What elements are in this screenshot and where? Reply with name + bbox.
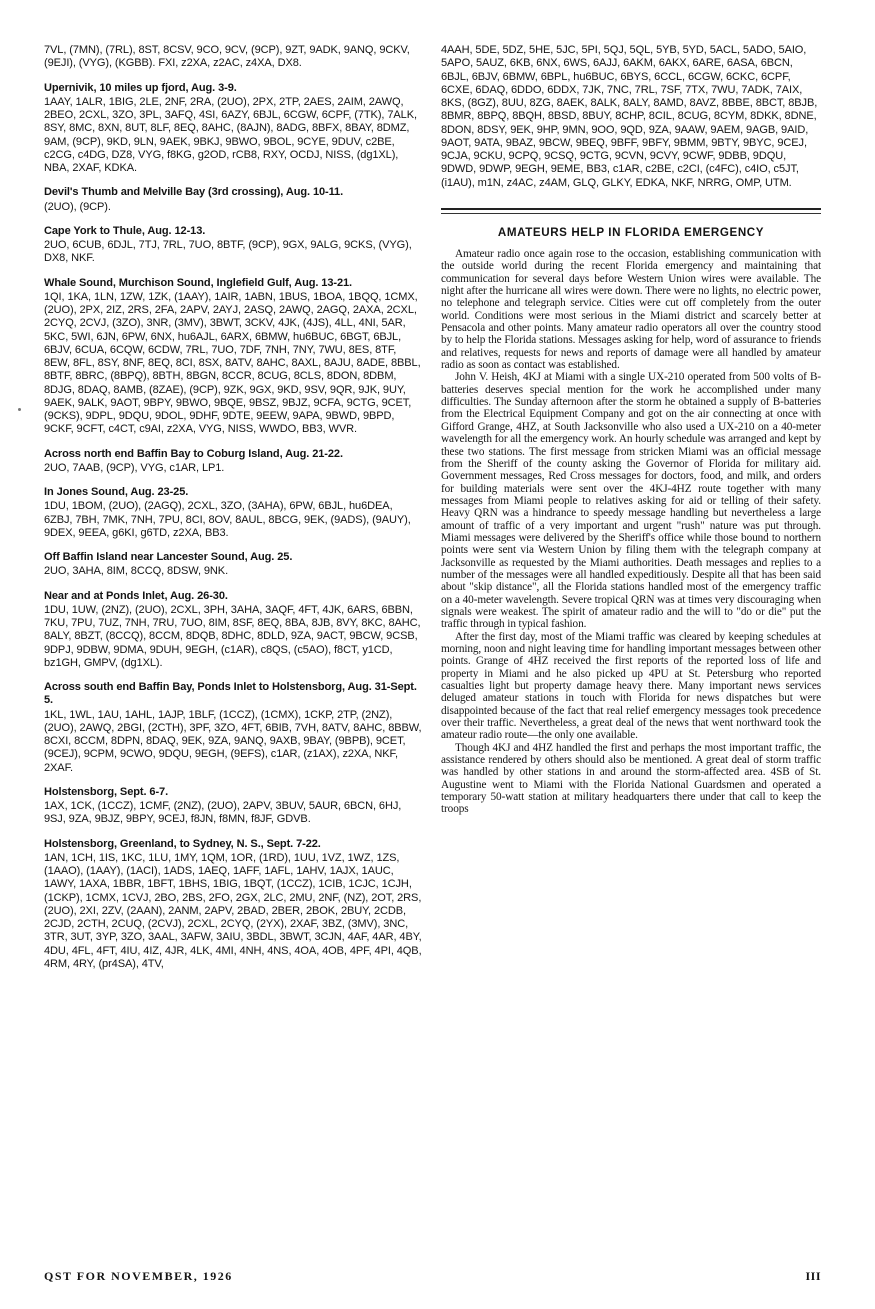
callsign-list: 2UO, 6CUB, 6DJL, 7TJ, 7RL, 7UO, 8BTF, (9CP), 9GX, 9ALG, 9CKS, (VYG), DX8, NKF. [44, 239, 412, 265]
callsign-list: 1DU, 1BOM, (2UO), (2AGQ), 2CXL, 3ZO, (3AHA), 6PW, 6BJL, hu6DEA, 6ZBJ, 7BH, 7MK, 7NH, 7PU, 8CI, 8OV, 8AUL, 8BCG, 9EK, (9ADS), (9AUY), 9DEX, 9EEA, g6KI, g6TD, z2XA, BB3. [44, 500, 411, 539]
page-number: III [805, 1269, 821, 1283]
callsign-list: 1KL, 1WL, 1AU, 1AHL, 1AJP, 1BLF, (1CCZ), (1CMX), 1CKP, 2TP, (2NZ), (2UO), 2AWQ, 2BGI, (2CTH), 3PF, 3ZO, 4FT, 6BIB, 7VH, 8ATV, 8AHC, 8BBW, 8CXI, 8CCM, 8DPN, 8DAQ, 9EK, 9ZA, 9ANQ, 9AXB, 9BAY, (9BPB), 9CET, (9CEJ), 9CPM, 9CWO, 9DQU, 9EGH, (9EFS), c1AR, (z1AX), z2XA, NKF, 2XAF. [44, 708, 422, 774]
log-section [44, 786, 422, 827]
log-section [44, 225, 422, 266]
footer-publication: QST FOR NOVEMBER, 1926 [44, 1269, 233, 1283]
callsign-list: 1DU, 1UW, (2NZ), (2UO), 2CXL, 3PH, 3AHA, 3AQF, 4FT, 4JK, 6ARS, 6BBN, 7KU, 7PU, 7UZ, 7NH, 7RU, 7UO, 8IM, 8SF, 8EQ, 8BA, 8JB, 8VY, 8KC, 8AHC, 8ALY, 8BZT, (8CCQ), 8CCM, 8DQB, 8DHC, 8DLD, 9ZA, 9ACT, 9BCW, 9CSB, 9DPJ, 9DBW, 9DMA, 9DUH, 9EGH, (c1AR), c8QS, (c5AO), f8CT, y1CD, bz1GH, GMPV, (dg1XL). [44, 603, 421, 669]
section-heading: Across south end Baffin Bay, Ponds Inlet to Holstensborg, Aug. 31-Sept. 5. [44, 681, 417, 707]
section-heading: Across north end Baffin Bay to Coburg Island, Aug. 21-22. [44, 447, 343, 460]
log-section [44, 681, 422, 775]
section-heading: Off Baffin Island near Lancester Sound, Aug. 25. [44, 551, 293, 563]
log-section [44, 82, 422, 176]
section-heading: Devil's Thumb and Melville Bay (3rd crossing), Aug. 10-11. [44, 186, 344, 199]
section-heading: Near and at Ponds Inlet, Aug. 26-30. [44, 589, 228, 602]
article-paragraph: Amateur radio once again rose to the occasion, establishing communication with the outside world during the recent Florida emergency and maintaining that communication for several days before Western Union wires were available. The night after the hurricane all wires were down. There were no lights, no electric power, no telephone and telegraph service. Cities were cut off completely from the outer world. Conditions were most serious in the Miami district and scarcely better at Pensacola and other points. Many amateur radio operators all over the country stood by to help the Florida stations. Messages asking for help, word of assurance to friends and relatives, requests for news and reports of damage were all handled by amateur radio as soon as contact was established. [441, 248, 821, 372]
callsign-list-continuation: 4AAH, 5DE, 5DZ, 5HE, 5JC, 5PI, 5QJ, 5QL, 5YB, 5YD, 5ACL, 5ADO, 5AIO, 5APO, 5AUZ, 6KB, 6NX, 6WS, 6AJJ, 6AKM, 6AKX, 6ARE, 6ASA, 6BCN, 6BJL, 6BJV, 6BMW, 6BPL, hu6BUC, 6BYS, 6CCL, 6CGW, 6CKC, 6CPF, 6CXE, 6DAQ, 6DDO, 6DDX, 7JK, 7NC, 7RL, 7SF, 7TX, 7WU, 7ADK, 7AIX, 8KS, (8GZ), 8UU, 8ZG, 8AEK, 8ALK, 8ALY, 8AMD, 8AVZ, 8BBE, 8BCT, 8BJB, 8BMR, 8BPQ, 8BQH, 8BSD, 8BUY, 8CHP, 8CIL, 8CUG, 8CYM, 8DKK, 8DNE, 8DON, 8DSY, 9EK, 9HP, 9MN, 9OO, 9QD, 9ZA, 9AAW, 9AEM, 9AGB, 9AID, 9AOT, 9ATA, 9BAZ, 9BCW, 9BEQ, 9BFF, 9BFY, 9BMM, 9BTY, 9BYC, 9CEJ, 9CJA, 9CKU, 9CPQ, 9CSQ, 9CTG, 9CVN, 9CVY, 9CWF, 9DBB, 9DQU, 9DWD, 9DWP, 9EGH, 9EME, BB3, c1AR, c2BE, c2CI, (c4FC), c4IO, c5JT, (i1AU), m1N, z4AC, z4AM, GLQ, GLKY, EDKA, NKF, NRRG, OMP, UTM. [441, 44, 818, 189]
margin-speck [18, 408, 21, 411]
log-section [44, 448, 422, 476]
log-section [44, 551, 422, 579]
section-heading: Whale Sound, Murchison Sound, Inglefield Gulf, Aug. 13-21. [44, 276, 353, 289]
log-section [44, 277, 422, 437]
log-section [44, 186, 422, 214]
callsign-list: 1AX, 1CK, (1CCZ), 1CMF, (2NZ), (2UO), 2APV, 3BUV, 5AUR, 6BCN, 6HJ, 9SJ, 9ZA, 9BJZ, 9BPY, 9CEJ, f8JN, f8MN, f8JF, GDVB. [44, 800, 402, 826]
article-paragraph: Though 4KJ and 4HZ handled the first and perhaps the most important traffic, the assistance rendered by others should also be mentioned. A great deal of storm traffic was handled by other stations in and around the storm-affected area. 4SB of St. Augustine went to Miami with the Florida National Guardsmen and operated a temporary 50-watt station at military headquarters there under that call to keep the troops [441, 741, 821, 816]
right-column [441, 44, 821, 816]
separator-rule-thick [441, 208, 821, 210]
callsign-list: 2UO, 3AHA, 8IM, 8CCQ, 8DSW, 9NK. [44, 565, 229, 578]
callsign-list: (2UO), (9CP). [44, 200, 111, 213]
separator-rule-thin [441, 213, 821, 214]
callsign-list: 1QI, 1KA, 1LN, 1ZW, 1ZK, (1AAY), 1AIR, 1ABN, 1BUS, 1BOA, 1BQQ, 1CMX, (2UO), 2PX, 2IZ, 2RS, 2FA, 2APV, 2AYJ, 2ASQ, 2AWQ, 2AGQ, 2AXA, 2CXL, 2CYQ, 2CVJ, (3ZO), 3NR, (3MV), 3BWT, 3CKV, 4JK, (4JS), 4LL, 4NI, 5AR, 5KC, 5WI, 6JN, 6PW, 6NX, hu6AJL, 6ARX, 6BMW, hu6BUC, 6BGT, 6BJL, 6BJV, 6CUA, 6CQW, 6CDW, 7RL, 7UO, 7DF, 7NH, 7NY, 7WU, 8ES, 8TF, 8EW, 8FL, 8SY, 8NF, 8EQ, 8CI, 8SX, 8ATV, 8AHC, 8AXL, 8AJU, 8ADE, 8BBL, 8BTF, 8BRC, (8BPQ), 8BTH, 8BGN, 8CCR, 8CUG, 8CLS, 8DON, 8DBM, 8DJG, 8DAQ, 8AMB, (8ZAE), (9CP), 9ZK, 9GX, 9KD, 9SV, 9QR, 9JK, 9UY, 9AEK, 9ALK, 9AOT, 9BPY, 9BWO, 9BQE, 9BSZ, 9BJZ, 9CFA, 9CTG, 9CET, (9CKS), 9DPL, 9DQU, 9DOL, 9DHF, 9DTE, 9EEW, 9APA, 9BWD, 9BPD, 9CKF, 9CFT, c4CT, c9AI, z2XA, VYG, NISS, WWDO, BB3, WVR. [44, 290, 421, 436]
section-heading: Upernivik, 10 miles up fjord, Aug. 3-9. [44, 81, 237, 94]
callsign-list: 2UO, 7AAB, (9CP), VYG, c1AR, LP1. [44, 461, 225, 474]
article [441, 226, 821, 816]
log-section [44, 44, 422, 71]
callsign-list: 1AN, 1CH, 1IS, 1KC, 1LU, 1MY, 1QM, 1OR, (1RD), 1UU, 1VZ, 1WZ, 1ZS, (1AAO), (1AAY), (1ACI), 1ADS, 1AEQ, 1AFF, 1AFL, 1AHV, 1AJX, 1AUC, 1AWY, 1AXA, 1BBR, 1BFT, 1BHS, 1BIG, 1BQT, (1CCZ), 1CIB, 1CJC, 1CJH, (1CKP), 1CMX, 1CVJ, 2BO, 2BS, 2FO, 2GX, 2LC, 2MU, 2NF, (NZ), 2OT, 2RS, (2UO), 2XI, 2ZV, (2AAN), 2ANM, 2APV, 2BAD, 2BER, 2BOK, 2BUY, 2CDB, 2CJD, 2CTH, 2CUQ, (2CVJ), 2CXL, 2CYQ, (2YX), 2XAF, 3BZ, (3MV), 3NC, 3TR, 3UT, 3YP, 3ZO, 3AAL, 3AFW, 3AIU, 3BDL, 3BWT, 3CJN, 4AF, 4AR, 4BY, 4DU, 4FL, 4FT, 4IU, 4IZ, 4JR, 4LK, 4MI, 4NH, 4NS, 4OA, 4OB, 4PF, 4PI, 4QB, 4RM, 4RY, (pr4SA), 4TV, [44, 851, 422, 970]
log-section [44, 486, 422, 540]
article-title: AMATEURS HELP IN FLORIDA EMERGENCY [497, 225, 765, 239]
log-section [44, 838, 422, 972]
article-paragraph: John V. Heish, 4KJ at Miami with a single UX-210 operated from 500 volts of B-batteries deserves special mention for the work he accomplished under many difficulties. The Sunday afternoon after the storm he obtained a supply of B-batteries from the Electrical Equipment Company and got on the air connecting at once with Gifford Grange, 4HZ, at South Jacksonville who also used a UX-210 on a 40-meter wavelength for all the emergency work. An hourly schedule was arranged and kept by these two stations. The first message from stricken Miami was an official message from the Sheriff of the county asking the Governor of Florida for military aid. Government messages, Red Cross messages for doctors, food, and milk, and orders for building materials were sent over the 4KJ-4HZ route together with many messages from Miami people to relatives asking for aid or telling of their safety. Heavy QRN was a hindrance to speedy message handling but nevertheless a large amount of traffic of a very important and urgent "rush" nature was put through. Miami messages were delivered by the Sheriff's office while those bound to northern points were sent via Western Union by filing them with the telegraph company at Jacksonville as requested by the Miami authorities. Death messages and replies to a number of the messages were all handled expeditiously. Despite all that has been said about "skip distance", all the Florida stations handled most of the emergency traffic on a 40-meter wavelength. Severe tropical QRN was at times very discouraging when signals were weakest. The spirit of amateur radio and the will to "do or die" put the traffic through in typical fashion. [441, 371, 821, 631]
log-section [44, 590, 422, 671]
left-column [44, 44, 422, 982]
callsign-list: 7VL, (7MN), (7RL), 8ST, 8CSV, 9CO, 9CV, (9CP), 9ZT, 9ADK, 9ANQ, 9CKV, (9EJI), (VYG), (KGBB). FXI, z2XA, z2AC, z4XA, DX8. [44, 44, 410, 70]
section-heading: Cape York to Thule, Aug. 12-13. [44, 224, 206, 237]
article-paragraph: After the first day, most of the Miami traffic was cleared by keeping schedules at morning, noon and night leaving time for handling important messages between other points. Grange of 4HZ received the first reports of the reported loss of life and property in Miami and he also picked up 4PU at St. Petersburg who reported casualties light but property damage heavy there. Many important news services deluged amateur stations in touch with Florida for news dispatches but were disappointed because of the fact that real relief emergency messages took precedence over their traffic. Nevertheless, a great deal of the news that went northward took the amateur radio route—the only one available. [441, 630, 821, 742]
section-heading: Holstensborg, Greenland, to Sydney, N. S., Sept. 7-22. [44, 837, 321, 850]
section-heading: Holstensborg, Sept. 6-7. [44, 785, 169, 798]
callsign-list: 1AAY, 1ALR, 1BIG, 2LE, 2NF, 2RA, (2UO), 2PX, 2TP, 2AES, 2AIM, 2AWQ, 2BEO, 2CXL, 3ZO, 3PL, 3AFQ, 4SI, 6AZY, 6BJL, 6CGW, 6CPF, (7TK), 7ALK, 8SY, 8MC, 8XN, 8UT, 8LF, 8EQ, 8AHC, (8AJN), 8ADG, 8BFX, 8BAY, 8DMZ, 9AM, (9CP), 9KD, 9LN, 9AEK, 9BKJ, 9BWO, 9BOL, 9CYE, 9DUV, c2BE, c2CG, c4DG, DZ8, VYG, f8KG, g2OD, rCB8, RXY, OCDJ, NISS, (dg1XL), NBA, 2XAF, KDKA. [44, 95, 417, 174]
section-heading: In Jones Sound, Aug. 23-25. [44, 486, 189, 498]
